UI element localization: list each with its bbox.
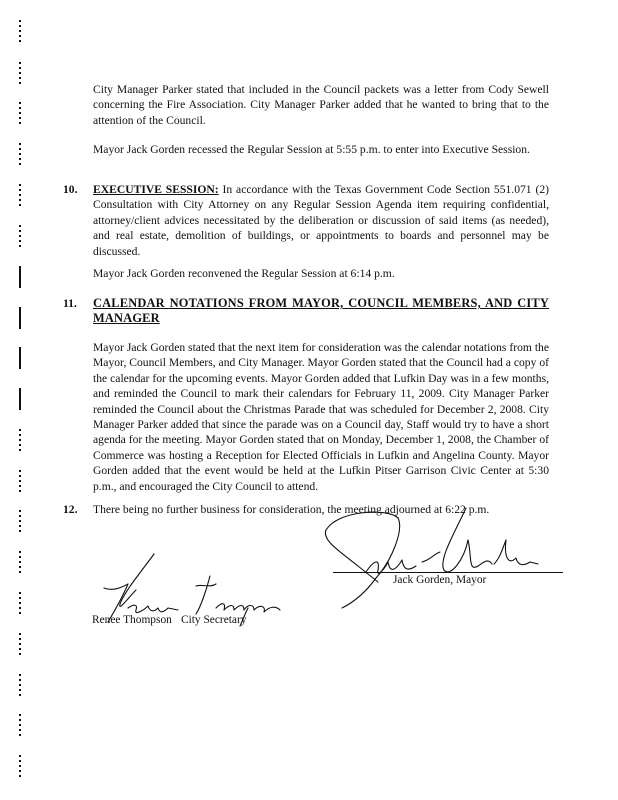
scan-margin-mark [19, 510, 21, 532]
scan-margin-mark [19, 20, 21, 42]
scan-margin-mark [19, 266, 21, 288]
secretary-signature-line [86, 612, 280, 613]
paragraph-calendar-notations: Mayor Jack Gorden stated that the next item for consideration was the calendar notations from the Mayor, Council Members, and City Manager. Mayor Gorden stated that the Council had a copy of the calendar for the upcoming events. Mayor Gorden added that Lufkin Day was in a few months, and reminded the Council to mark their calendars for February 11, 2009. City Manager Parker reminded the Council about the Christmas Parade that was scheduled for December 2, 2008. City Manager Parker added that since the parade was on a Council day, Staff would try to have a short agenda for the meeting. Mayor Gorden stated that on Monday, December 1, 2008, the Chamber of Commerce was hosting a Reception for Elected Officials in Lufkin and Angelina County. Mayor Gorden added that the event would be held at the Lufkin Pitser Garrison Civic Center at 5:30 p.m., and encouraged the City Council to attend. [93, 341, 549, 493]
item-heading: CALENDAR NOTATIONS FROM MAYOR, COUNCIL MEMBERS, AND CITY MANAGER [93, 296, 549, 326]
scan-margin-mark [19, 62, 21, 84]
scan-margin-mark [19, 388, 21, 410]
item-body [93, 296, 549, 327]
paragraph-fire-association: City Manager Parker stated that included in the Council packets was a letter from Cody Sewell concerning the Fire Association. City Manager Parker added that he wanted to bring that to the attention of the Council. [93, 83, 549, 127]
item-number: 11. [63, 297, 77, 310]
scan-margin-mark [19, 429, 21, 451]
scan-margin-mark [19, 225, 21, 247]
scan-margin-mark [19, 184, 21, 206]
item-heading: EXECUTIVE SESSION: [93, 183, 219, 197]
agenda-item-11 [63, 296, 549, 327]
scan-margin-mark [19, 307, 21, 329]
scan-margin-mark [19, 714, 21, 736]
paragraph-reconvene: Mayor Jack Gorden reconvened the Regular Session at 6:14 p.m. [93, 267, 395, 280]
scan-margin-mark [19, 143, 21, 165]
item-number: 12. [63, 503, 78, 516]
paragraph-recess: Mayor Jack Gorden recessed the Regular Session at 5:55 p.m. to enter into Executive Session. [93, 143, 530, 156]
scan-margin-mark [19, 755, 21, 777]
item-text: There being no further business for consideration, the meeting adjourned at 6:22 p.m. [93, 503, 490, 517]
secretary-title: City Secretary [181, 614, 247, 626]
item-text: In accordance with the Texas Government Code Section 551.071 (2) Consultation with City Attorney on any Regular Session Agenda item requiring confidential, attorney/client advices necessitated by the deliberation or discussion of said items (as needed), and real estate, demolition of buildings, or appointments to boards and personnel may be discussed. [93, 183, 549, 258]
mayor-signature-icon [318, 500, 568, 610]
mayor-signature-line [333, 572, 563, 573]
scan-margin-mark [19, 347, 21, 369]
item-body [93, 182, 549, 259]
scan-margin-mark [19, 470, 21, 492]
scan-margin-mark [19, 674, 21, 696]
item-number: 10. [63, 183, 78, 196]
scan-margin-mark [19, 551, 21, 573]
scan-margin-mark [19, 592, 21, 614]
mayor-name-title: Jack Gorden, Mayor [393, 574, 487, 586]
scan-margin-mark [19, 102, 21, 124]
scan-margin-mark [19, 633, 21, 655]
agenda-item-10 [63, 182, 549, 259]
secretary-name: Renee Thompson [92, 614, 172, 626]
